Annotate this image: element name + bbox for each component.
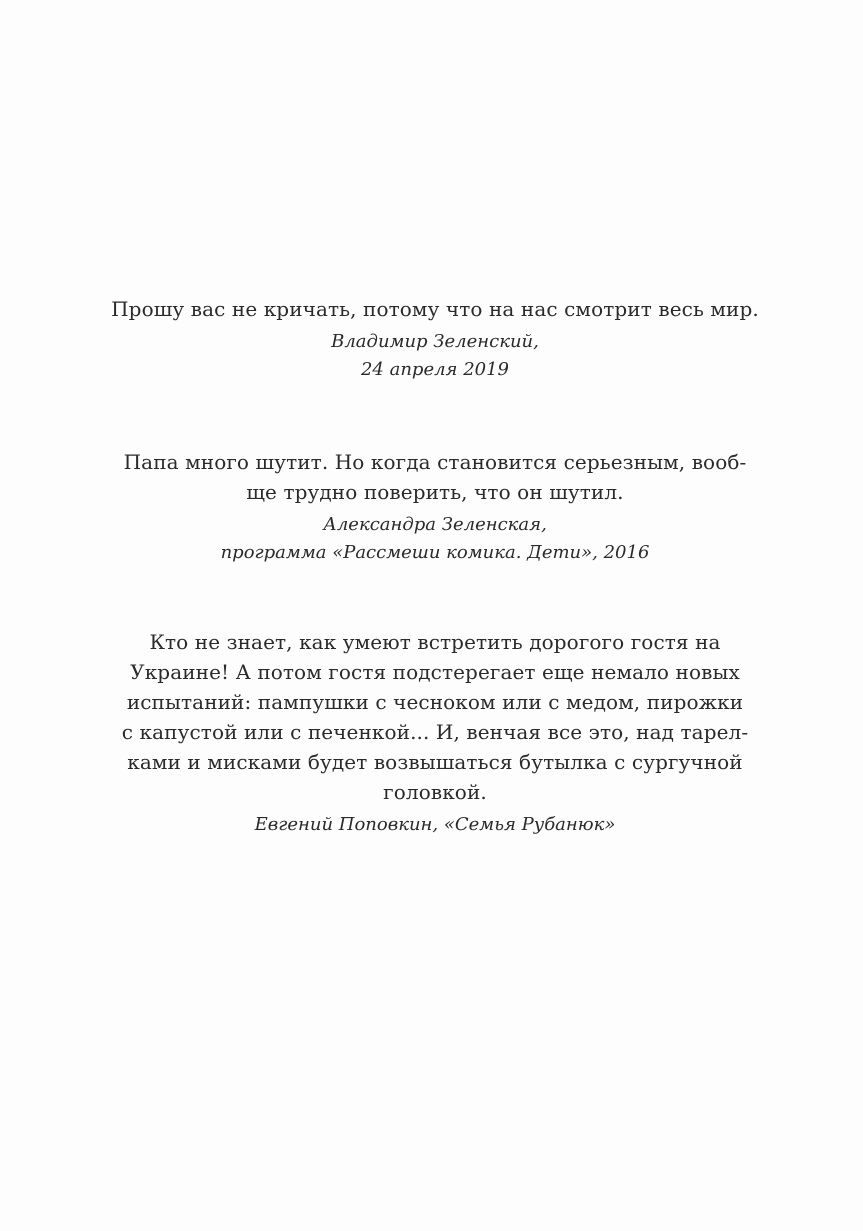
epigraph-quote [110, 627, 760, 807]
epigraph-popovkin [110, 627, 760, 839]
quote-line: головкой. [383, 780, 487, 804]
attribution-source: программа «Рассмеши комика. Дети», 2016 [220, 542, 650, 563]
epigraph-zelensky [110, 294, 760, 384]
quote-line: Кто не знает, как умеют встретить дорогого гостя на [149, 630, 721, 654]
quote-line: ще трудно поверить, что он шутил. [246, 480, 624, 504]
epigraph-attribution [110, 511, 760, 567]
epigraph-attribution [110, 328, 760, 384]
quote-line: Прошу вас не кричать, потому что на нас смотрит весь мир. [111, 297, 759, 321]
quote-line: Папа много шутит. Но когда становится серьезным, вооб- [123, 450, 747, 474]
epigraph-attribution [110, 811, 760, 839]
quote-line: ками и мисками будет возвышаться бутылка с сургучной [127, 750, 743, 774]
attribution-author: Александра Зеленская, [323, 514, 547, 535]
epigraph-quote [110, 294, 760, 324]
attribution-author-source: Евгений Поповкин, «Семья Рубанюк» [254, 814, 616, 835]
epigraph-alexandra [110, 447, 760, 567]
quote-line: Украине! А потом гостя подстерегает еще немало новых [130, 660, 740, 684]
quote-line: испытаний: пампушки с чесноком или с медом, пирожки [126, 690, 744, 714]
quote-line: с капустой или с печенкой... И, венчая все это, над тарел- [121, 720, 749, 744]
attribution-date: 24 апреля 2019 [360, 359, 510, 380]
attribution-author: Владимир Зеленский, [331, 331, 539, 352]
epigraph-quote [110, 447, 760, 507]
